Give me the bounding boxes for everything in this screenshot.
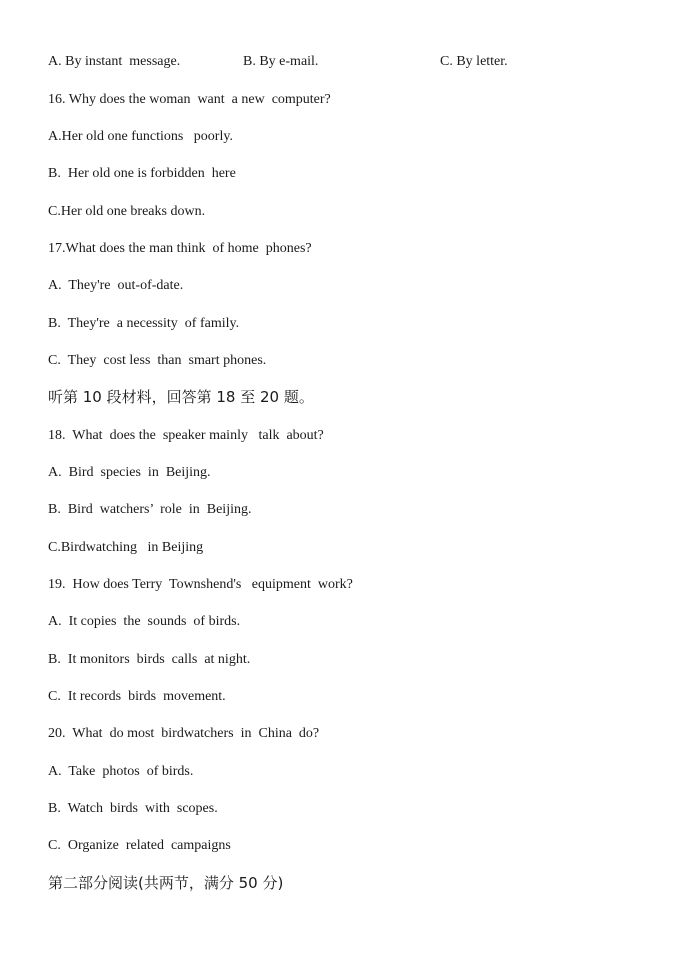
q18-option-b: B. Bird watchers’ role in Beijing. (48, 502, 252, 517)
q19-question: 19. How does Terry Townshend's equipment work? (48, 577, 353, 592)
q16-question: 16. Why does the woman want a new computer? (48, 92, 331, 107)
q18-option-c: C.Birdwatching in Beijing (48, 540, 204, 555)
q16-option-a: A.Her old one functions poorly. (48, 129, 233, 144)
q17-question: 17.What does the man think of home phones? (48, 241, 312, 256)
q20-option-c: C. Organize related campaigns (48, 838, 231, 853)
q17-option-a: A. They're out-of-date. (48, 278, 184, 293)
section-10-heading: 听第 10 段材料，回答第 18 至 20 题。 (48, 388, 314, 406)
q16-option-c: C.Her old one breaks down. (48, 204, 206, 219)
q20-question: 20. What do most birdwatchers in China do? (48, 726, 320, 741)
q15-option-b: B. By e-mail. (243, 54, 319, 69)
part-two-heading: 第二部分阅读(共两节，满分 50 分) (48, 874, 284, 892)
q17-option-c: C. They cost less than smart phones. (48, 353, 267, 368)
q20-option-a: A. Take photos of birds. (48, 764, 194, 779)
q17-option-b: B. They're a necessity of family. (48, 316, 240, 331)
q16-option-b: B. Her old one is forbidden here (48, 166, 236, 181)
q19-option-a: A. It copies the sounds of birds. (48, 614, 241, 629)
q19-option-b: B. It monitors birds calls at night. (48, 652, 251, 667)
q15-options-row (48, 53, 668, 71)
q18-option-a: A. Bird species in Beijing. (48, 465, 211, 480)
q19-option-c: C. It records birds movement. (48, 689, 226, 704)
q15-option-a: A. By instant message. (48, 54, 181, 69)
q15-option-c: C. By letter. (440, 54, 508, 69)
q18-question: 18. What does the speaker mainly talk about? (48, 428, 324, 443)
q20-option-b: B. Watch birds with scopes. (48, 801, 218, 816)
